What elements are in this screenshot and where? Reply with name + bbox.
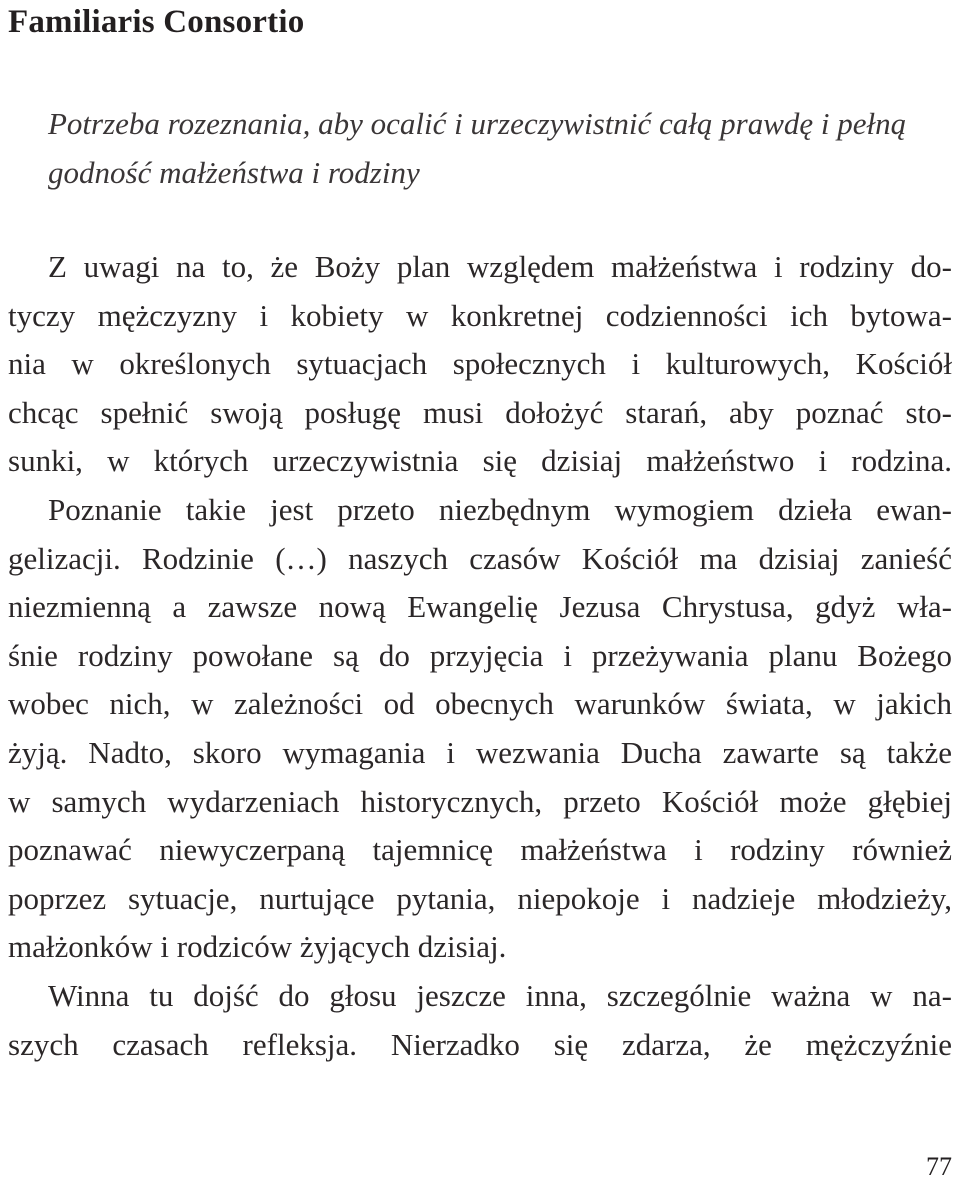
subtitle-line: Potrzeba rozeznania, aby ocalić i urzeczywistnić całą prawdę i pełną bbox=[48, 106, 907, 141]
body-text bbox=[8, 243, 952, 1069]
body-line: małżonków i rodziców żyjących dzisiaj. bbox=[8, 929, 507, 965]
body-line: Winna tu dojść do głosu jeszcze inna, szczególnie ważna w na- bbox=[48, 977, 952, 1013]
body-line: tyczy mężczyzny i kobiety w konkretnej codzienności ich bytowa- bbox=[8, 297, 952, 333]
body-line: chcąc spełnić swoją posługę musi dołożyć starań, aby poznać sto- bbox=[8, 394, 952, 430]
body-line: gelizacji. Rodzinie (…) naszych czasów Kościół ma dzisiaj zanieść bbox=[8, 540, 952, 576]
body-line: żyją. Nadto, skoro wymagania i wezwania Ducha zawarte są także bbox=[8, 734, 952, 770]
page-number: 77 bbox=[926, 1152, 952, 1181]
running-header: Familiaris Consortio bbox=[8, 4, 305, 40]
body-line: szych czasach refleksja. Nierzadko się zdarza, że mężczyźnie bbox=[8, 1026, 952, 1062]
body-line: Z uwagi na to, że Boży plan względem małżeństwa i rodziny do- bbox=[48, 249, 952, 284]
body-line: śnie rodziny powołane są do przyjęcia i przeżywania planu Bożego bbox=[8, 637, 952, 673]
body-line: nia w określonych sytuacjach społecznych i kulturowych, Kościół bbox=[8, 346, 952, 382]
body-line: niezmienną a zawsze nową Ewangelię Jezusa Chrystusa, gdyż wła- bbox=[8, 589, 952, 625]
body-line: poprzez sytuacje, nurtujące pytania, niepokoje i nadzieje młodzieży, bbox=[8, 880, 952, 916]
body-line: sunki, w których urzeczywistnia się dzisiaj małżeństwo i rodzina. bbox=[8, 443, 952, 479]
body-line: Poznanie takie jest przeto niezbędnym wymogiem dzieła ewan- bbox=[48, 491, 952, 527]
body-line: wobec nich, w zależności od obecnych warunków świata, w jakich bbox=[8, 686, 952, 722]
subtitle-line: godność małżeństwa i rodziny bbox=[48, 155, 420, 190]
section-subtitle bbox=[48, 99, 948, 197]
body-line: poznawać niewyczerpaną tajemnicę małżeństwa i rodziny również bbox=[8, 832, 952, 868]
body-line: w samych wydarzeniach historycznych, przeto Kościół może głębiej bbox=[8, 783, 952, 819]
